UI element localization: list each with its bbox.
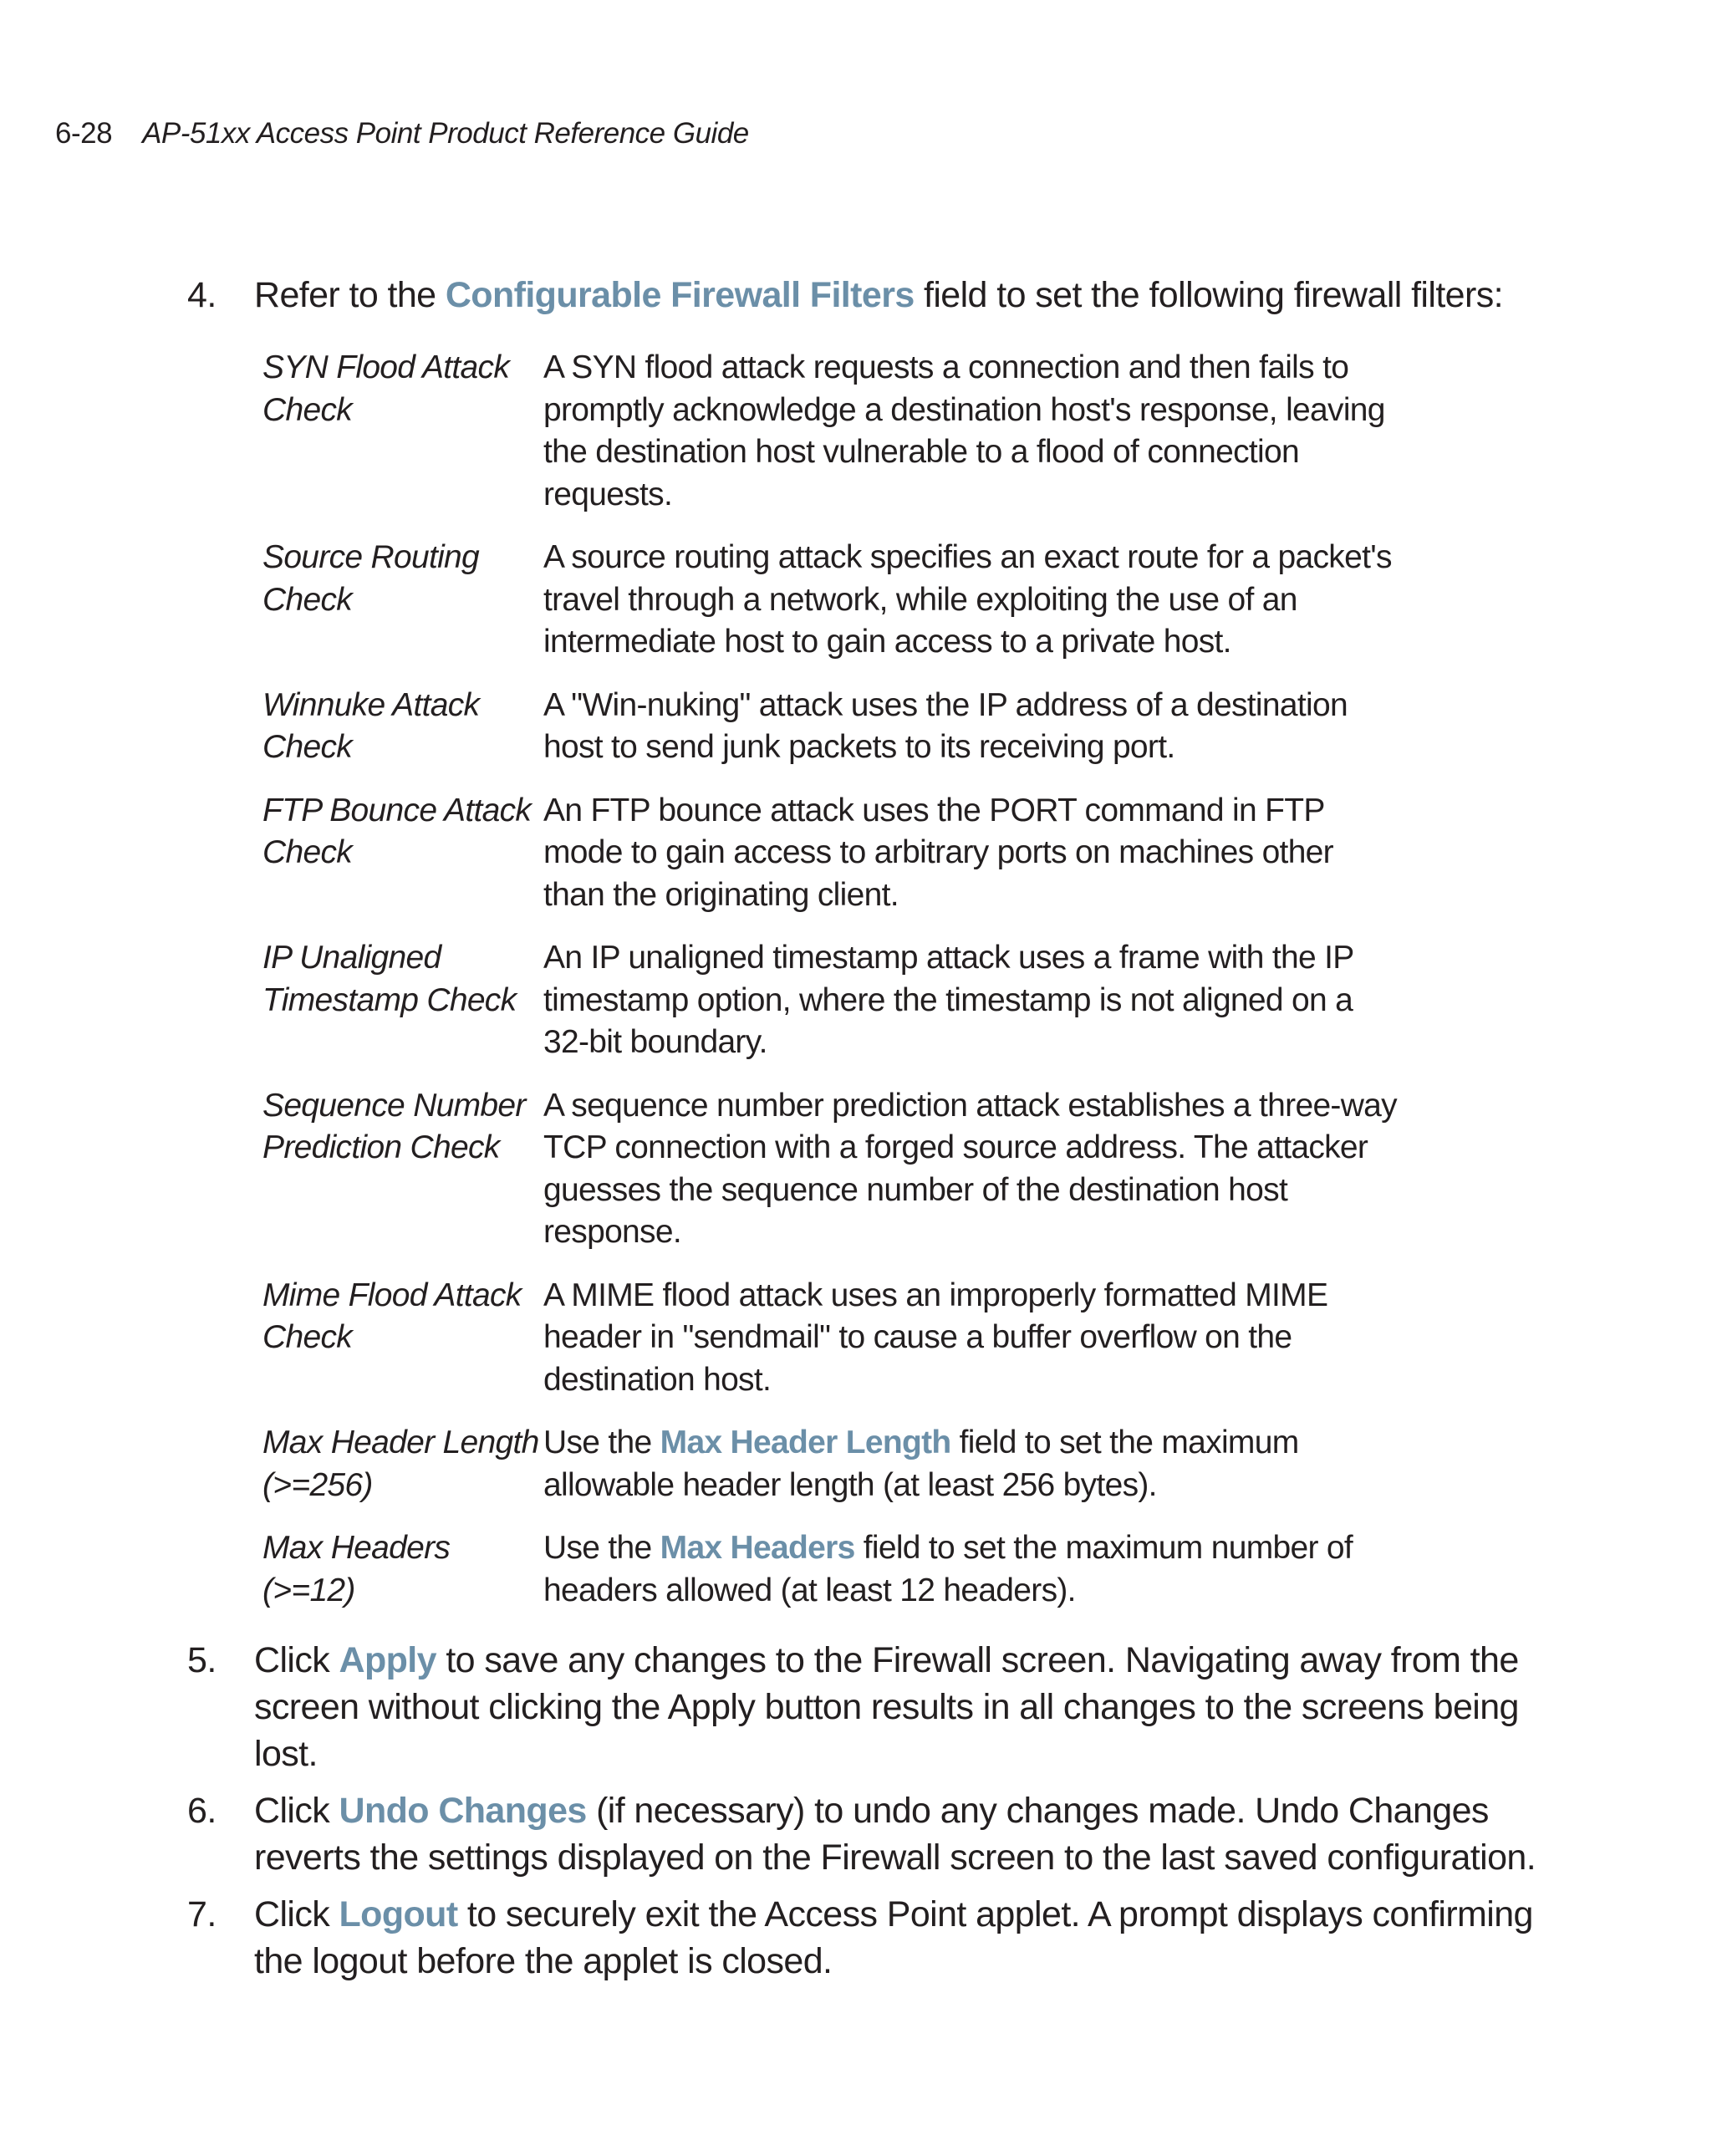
step-text-post: field to set the following firewall filters: [914,275,1503,315]
filter-desc-text-post: field to set the maximum allowable header length (at least 256 bytes). [543,1425,1299,1503]
filter-description [543,937,1399,1064]
filter-row-ftp-bounce [262,790,1399,917]
filter-desc-highlight: Max Header Length [660,1425,951,1460]
step-text-pre: Click [254,1640,339,1680]
filter-description [543,537,1399,664]
filter-term: Sequence Number Prediction Check [262,1087,526,1165]
filter-description [543,1275,1399,1402]
filter-desc-text: Use the [543,1530,660,1566]
filter-desc-text: A sequence number prediction attack establishes a three-way TCP connection with a forged source address. The attacker guesses the sequence number of the destination host response. [543,1087,1397,1250]
filter-row-max-header-length [262,1422,1399,1506]
filter-row-syn-flood [262,347,1399,516]
filter-row-max-headers [262,1527,1399,1612]
filter-row-winnuke [262,685,1399,769]
step-number: 5. [187,1640,217,1680]
filter-row-sequence-number-prediction [262,1085,1399,1254]
step-6 [187,1787,1558,1881]
filter-term: Winnuke Attack Check [262,686,480,765]
step-text-post: to securely exit the Access Point applet. A prompt displays confirming the logout before the applet is closed. [254,1894,1533,1981]
undo-changes-label-highlight: Undo Changes [339,1791,587,1831]
filter-desc-text: Use the [543,1425,660,1460]
filter-term: Source Routing Check [262,539,480,618]
page-number: 6-28 [55,117,113,150]
step-number: 7. [187,1894,217,1934]
page-header [55,117,749,150]
filter-description [543,685,1399,769]
step-number: 6. [187,1791,217,1831]
filter-desc-text: A source routing attack specifies an exact route for a packet's travel through a network, while exploiting the use of an intermediate host to gain access to a private host. [543,539,1392,660]
filter-term: Max Headers (>=12) [262,1530,451,1608]
filter-desc-text-post: field to set the maximum number of headers allowed (at least 12 headers). [543,1530,1353,1608]
apply-label-highlight: Apply [339,1640,436,1680]
filter-desc-text: A SYN flood attack requests a connection and then fails to promptly acknowledge a destination host's response, leaving the destination host vulnerable to a flood of connection requests. [543,349,1385,512]
filter-term: Max Header Length (>=256) [262,1425,539,1503]
filter-term: IP Unaligned Timestamp Check [262,940,517,1018]
filter-desc-text: An IP unaligned timestamp attack uses a frame with the IP timestamp option, where the timestamp is not aligned on a 32-bit boundary. [543,940,1353,1060]
filter-description [543,1422,1399,1506]
field-name-highlight: Configurable Firewall Filters [445,275,915,315]
step-4 [187,272,1558,319]
doc-title: AP-51xx Access Point Product Reference Guide [142,117,749,150]
filter-row-source-routing [262,537,1399,664]
filter-term: Mime Flood Attack Check [262,1277,522,1355]
filter-description [543,1527,1399,1612]
step-text-pre: Refer to the [254,275,446,315]
main-content [187,272,1558,1985]
filter-description [543,347,1399,516]
step-text-pre: Click [254,1894,339,1934]
filter-term: FTP Bounce Attack Check [262,792,532,870]
filter-row-mime-flood [262,1275,1399,1402]
filter-description [543,790,1399,917]
filter-desc-text: An FTP bounce attack uses the PORT command in FTP mode to gain access to arbitrary ports on machines other than the originating client. [543,792,1333,913]
filter-row-ip-unaligned-timestamp [262,937,1399,1064]
step-text-post: to save any changes to the Firewall screen. Navigating away from the screen without clicking the Apply button results in all changes to the screens being lost. [254,1640,1519,1774]
step-7 [187,1891,1558,1985]
filter-desc-text: A "Win-nuking" attack uses the IP address of a destination host to send junk packets to its receiving port. [543,686,1348,765]
filter-description [543,1085,1399,1254]
firewall-filter-definitions [262,347,1399,1612]
filter-desc-highlight: Max Headers [660,1530,855,1566]
step-number: 4. [187,275,217,315]
step-text-post: (if necessary) to undo any changes made. Undo Changes reverts the settings displayed on the Firewall screen to the last saved configuration. [254,1791,1536,1878]
filter-desc-text: A MIME flood attack uses an improperly formatted MIME header in "sendmail" to cause a buffer overflow on the destination host. [543,1277,1328,1398]
filter-term: SYN Flood Attack Check [262,349,510,428]
logout-label-highlight: Logout [339,1894,458,1934]
step-5 [187,1637,1558,1777]
step-text-pre: Click [254,1791,339,1831]
